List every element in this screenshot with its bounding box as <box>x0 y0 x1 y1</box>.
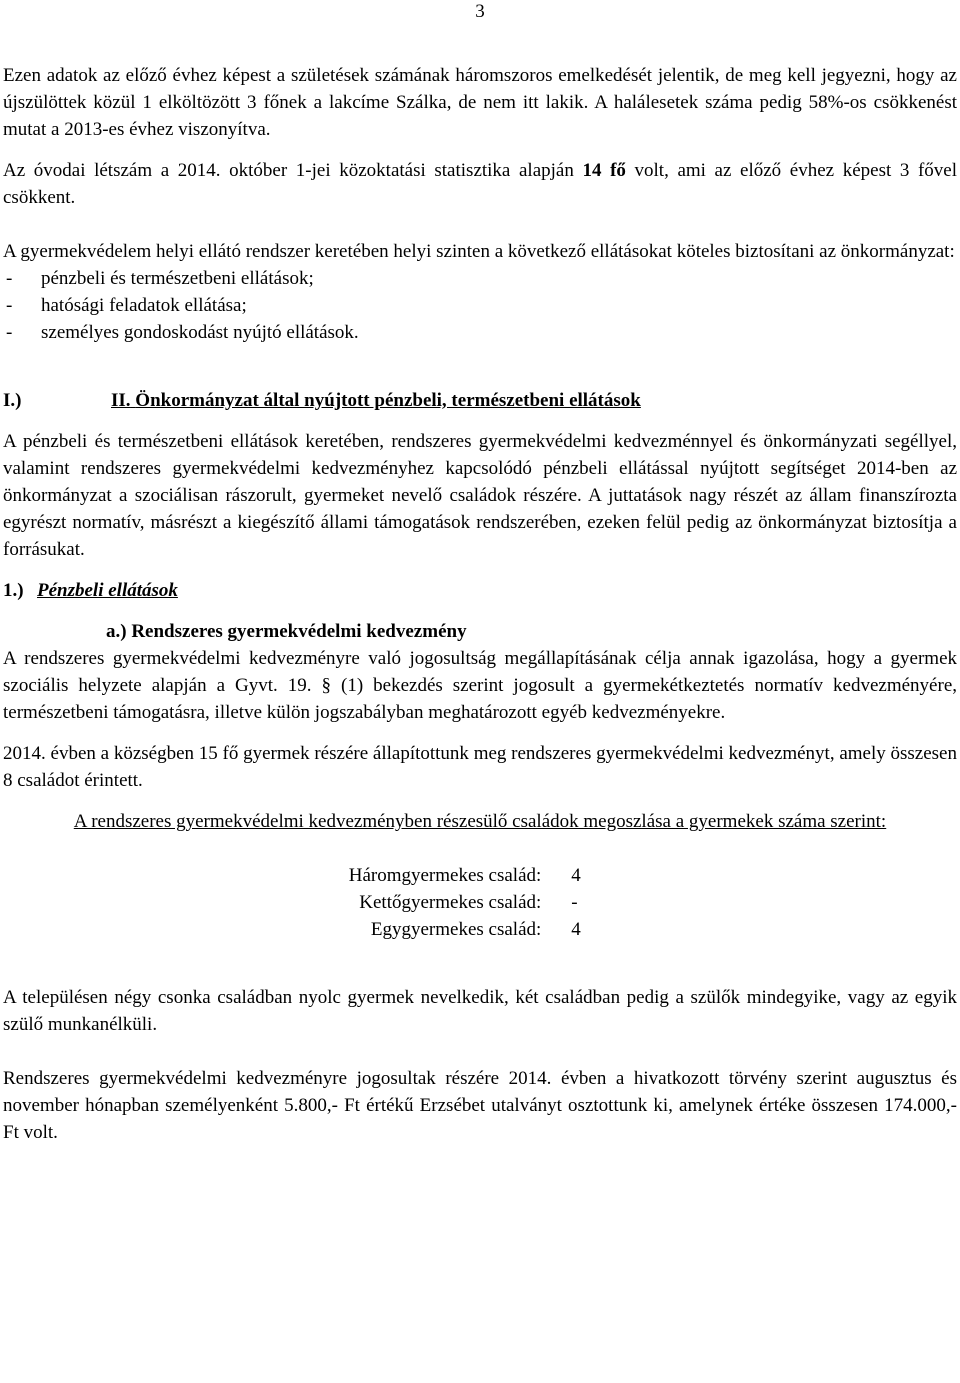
services-list <box>3 265 957 346</box>
subsection-number: 1.) <box>3 580 24 601</box>
table-row <box>349 916 612 943</box>
section-title: II. Önkormányzat által nyújtott pénzbeli, természetbeni ellátások <box>111 390 641 411</box>
kindergarten-count: 14 fő <box>582 160 626 181</box>
paragraph-child-protection: A gyermekvédelem helyi ellátó rendszer keretében helyi szinten a következő ellátásokat köteles biztosítani az önkormányzat: <box>3 241 955 262</box>
row-value: 4 <box>571 865 581 886</box>
table-row <box>349 889 612 916</box>
list-item: - pénzbeli és természetbeni ellátások; <box>6 268 314 289</box>
paragraph-single-parent: A településen négy csonka családban nyolc gyermek nevelkedik, két családban pedig a szülők mindegyike, vagy az egyik szülő munkanélküli. <box>3 987 957 1035</box>
paragraph-rgyk-purpose: A rendszeres gyermekvédelmi kedvezményre való jogosultság megállapításának célja annak igazolása, hogy a gyermek szociális helyzete alapján a Gyvt. 19. § (1) bekezdés szerint jogosult a gyermekétkeztetés normatív kedvezményére, természetbeni támogatásra, illetve külön jogszabályban meghatározott egyéb kedvezményekre. <box>3 648 957 723</box>
row-label: Kettőgyermekes család: <box>359 892 542 913</box>
subsection-heading <box>3 577 957 604</box>
section-heading <box>3 387 957 414</box>
row-value: - <box>571 892 578 913</box>
family-distribution-table <box>349 862 612 943</box>
paragraph-benefits: A pénzbeli és természetbeni ellátások keretében, rendszeres gyermekvédelmi kedvezménnyel és önkormányzati segéllyel, valamint rendszeres gyermekvédelmi kedvezményhez kapcsolódó pénzbeli ellátással nyújtott segítséget 2014-ben az önkormányzat a szociálisan rászorult, gyermeket nevelő családok részére. A juttatások nagy részét az állam finanszírozta egyrészt normatív, másrészt a kiegészítő állami támogatások rendszerében, ezeken felül pedig az önkormányzat biztosítja a forrásukat. <box>3 431 957 560</box>
list-item: - személyes gondoskodást nyújtó ellátások. <box>6 322 359 343</box>
paragraph-rgyk-2014: 2014. évben a községben 15 fő gyermek részére állapítottunk meg rendszeres gyermekvédelmi kedvezményt, amely összesen 8 családot érintett. <box>3 743 957 791</box>
list-item: - hatósági feladatok ellátása; <box>6 295 247 316</box>
subsection-title: Pénzbeli ellátások <box>37 580 178 601</box>
page-number: 3 <box>475 1 485 22</box>
paragraph-kindergarten: Az óvodai létszám a 2014. október 1-jei közoktatási statisztika alapján 14 fő volt, ami az előző évhez képest 3 fővel csökkent. <box>3 160 958 208</box>
family-distribution-title: A rendszeres gyermekvédelmi kedvezményben részesülő családok megoszlása a gyermekek száma szerint: <box>73 811 887 832</box>
document-body <box>3 62 957 1146</box>
row-label: Egygyermekes család: <box>370 919 542 940</box>
paragraph-voucher: Rendszeres gyermekvédelmi kedvezményre jogosultak részére 2014. évben a hivatkozott törvény szerint augusztus és november hónapban személyenként 5.800,- Ft értékű Erzsébet utalványt osztottunk ki, amelynek értéke összesen 174.000,- Ft volt. <box>3 1068 957 1143</box>
subheading-rgyk: a.) Rendszeres gyermekvédelmi kedvezmény <box>106 621 467 642</box>
table-row <box>349 862 612 889</box>
section-number: I.) <box>3 390 22 411</box>
row-value: 4 <box>571 919 581 940</box>
row-label: Háromgyermekes család: <box>348 865 542 886</box>
paragraph-birth-statistics: Ezen adatok az előző évhez képest a születések számának háromszoros emelkedését jelentik, de meg kell jegyezni, hogy az újszülöttek közül 1 elköltözött 3 főnek a lakcíme Szálka, de nem itt lakik. A halálesetek száma pedig 58%-os csökkenést mutat a 2013-es évhez viszonyítva. <box>3 65 957 140</box>
